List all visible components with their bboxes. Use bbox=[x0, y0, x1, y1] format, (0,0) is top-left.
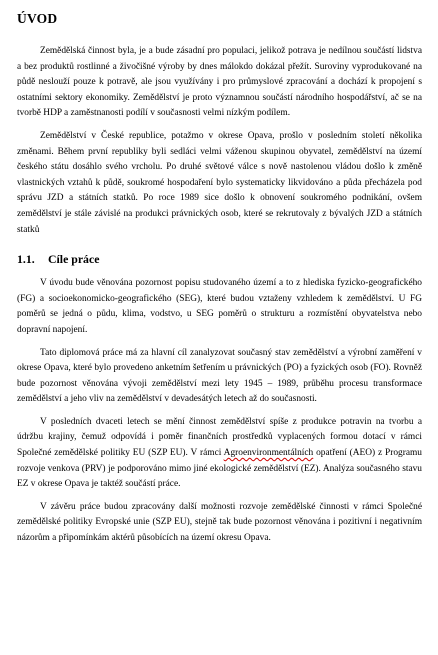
section-paragraph-4: V závěru práce budou zpracovány další možnosti rozvoje zemědělské činnosti v rámci Společné zemědělské politiky Evropské unie (SZP EU), stejně tak bude pozornost věnována i pozitivní i negativním názorům a připomínkám aktérů působících na území okresu Opava. bbox=[17, 501, 422, 544]
section-paragraph-2: Tato diplomová práce má za hlavní cíl zanalyzovat současný stav zemědělství a výrobní zaměření v okrese Opava, které bylo provedeno anketním šetřením u právnických (PO) a fyzických osob (FO). Rovněž bude pozornost věnována vývoji zemědělství mezi lety 1945 – 1989, průběhu procesu transformace zemědělství a jeho vliv na zemědělství v devadesátých letech až do současnosti. bbox=[17, 347, 422, 405]
page-title: ÚVOD bbox=[17, 11, 58, 26]
spellcheck-marked-word[interactable]: Agroenvironmentálních bbox=[223, 448, 314, 459]
section-number: 1.1. bbox=[17, 252, 35, 267]
paragraph-text: V posledních dvaceti letech se mění činnost zemědělství spíše z produkce potravin na tvorbu a údržbu krajiny, čemuž odpovídá i poměr finančních prostředků vyplacených formou dotací v rámci Společné zemědělské politiky EU (SZP EU). V rámci bbox=[17, 416, 422, 459]
paragraph-text: opatření (AEO) z Programu rozvoje venkova (PRV) je podporováno mimo jiné ekologické zemědělství (EZ). Analýza současného stavu EZ v okrese Opava je taktéž součástí práce. bbox=[17, 448, 422, 490]
intro-paragraph-1: Zemědělská činnost byla, je a bude zásadní pro populaci, jelikož potrava je nedílnou součástí lidstva a bez produktů rostlinné a živočišné výroby by dnes málokdo dokázal přežít. Suroviny vyprodukované na půdě neslouží pouze k potravě, ale jsou využívány i pro průmyslové zpracování a dochází k propojení s ostatními sektory ekonomiky. Zemědělství je proto významnou součástí národního hospodářství, ač se na tvorbě HDP a zaměstnanosti podílí v současnosti velmi nízkým podílem. bbox=[17, 46, 422, 119]
section-title: Cíle práce bbox=[48, 252, 100, 267]
intro-paragraph-2: Zemědělství v České republice, potažmo v okrese Opava, prošlo v posledním století několika změnami. Během první republiky byli sedláci velmi váženou skupinou obyvatel, zemědělství na území českého státu dosáhlo svého vrcholu. Po druhé světové válce s nově nastolenou vládou došlo k změně vlastnických vztahů k půdě, soukromé hospodaření bylo systematicky likvidováno a půda přecházela pod správu JZD a státních statků. Po roce 1989 sice došlo k obnovení soukromého podnikání, ovšem zemědělství je stále závislé na produkci právnických osob, které se rekrutovaly z bývalých JZD a státních statků bbox=[17, 130, 422, 235]
section-heading bbox=[17, 252, 422, 267]
section-paragraph-1: V úvodu bude věnována pozornost popisu studovaného území a to z hlediska fyzicko-geografického (FG) a socioekonomicko-geografického (SEG), které budou vztaženy vzhledem k zemědělství. U FG poměrů se jedná o půdu, klima, vodstvo, u SEG poměrů o strukturu a rozmístění obyvatelstva nebo dopravní napojení. bbox=[17, 278, 422, 335]
section-paragraph-3 bbox=[17, 415, 422, 493]
